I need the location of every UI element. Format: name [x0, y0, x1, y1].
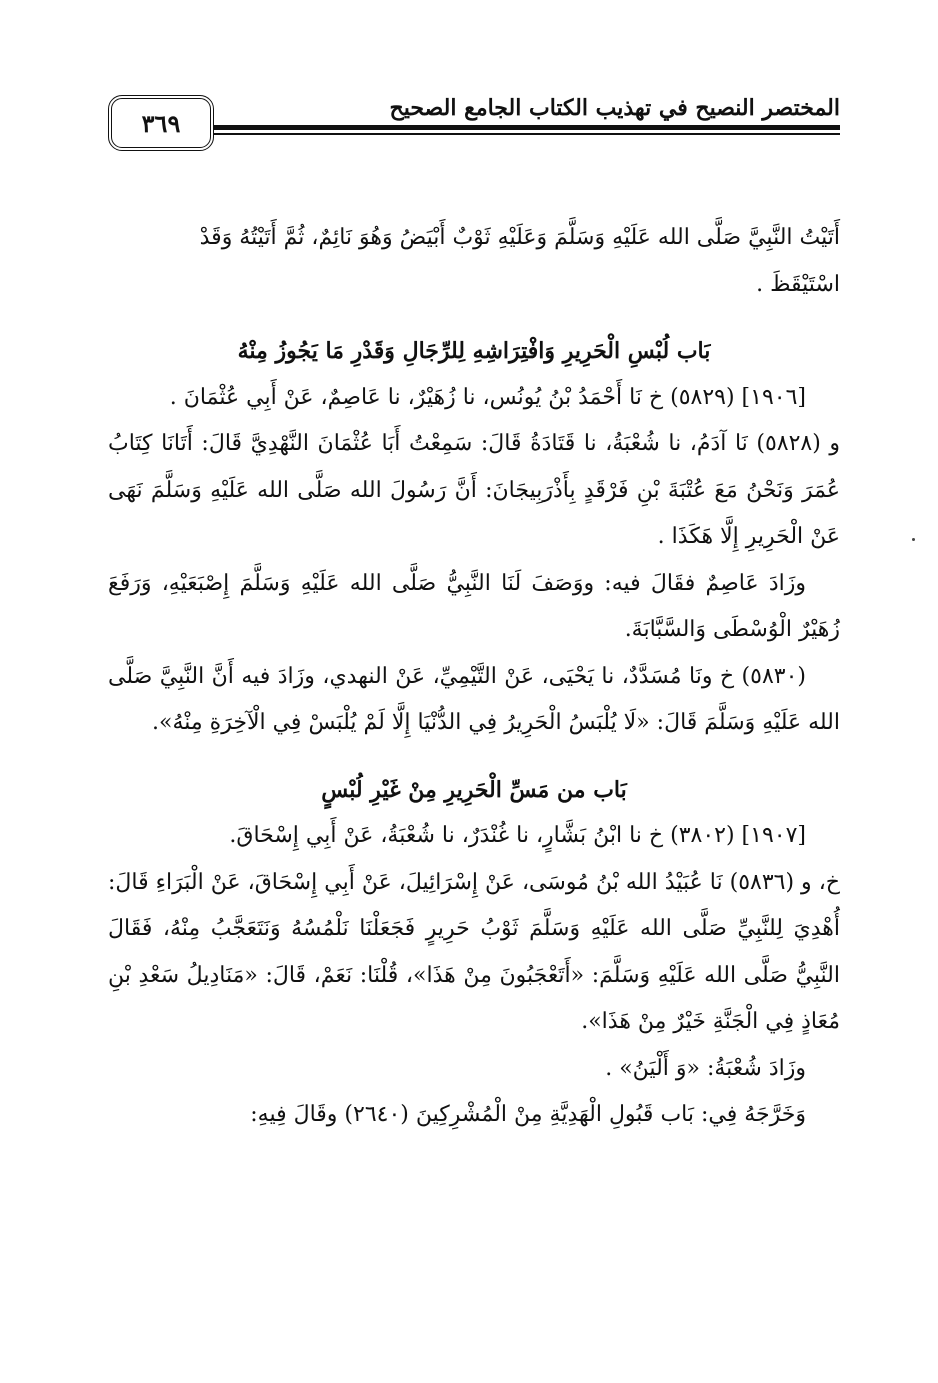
text-line: اسْتَيْقَظَ . — [756, 271, 840, 297]
running-title: المختصر النصيح في تهذيب الكتاب الجامع الصحيح — [389, 95, 840, 121]
hadith-paragraph: وَخَرَّجَهُ فِي: بَاب قَبُولِ الْهَدِيَّةِ مِنْ الْمُشْرِكِينَ (٢٦٤٠) وقَالَ فِيهِ: — [250, 1102, 806, 1127]
chapter-heading: بَاب لُبْسِ الْحَرِيرِ وَافْتِرَاشِهِ لِلرِّجَالِ وَقَدْرِ مَا يَجُوزُ مِنْهُ — [237, 338, 711, 364]
hadith-paragraph: [١٩٠٦] (٥٨٢٩) خ نَا أَحْمَدُ بْنُ يُونُس، نا زُهَيْرٌ، نا عَاصِمٌ، عَنْ أَبِي عُثْمَانَ . — [169, 384, 806, 410]
page-body — [108, 215, 840, 1139]
margin-dot — [912, 538, 915, 541]
header-rule — [214, 125, 840, 130]
page-header — [108, 95, 840, 155]
hadith-paragraph: خ، و (٥٨٣٦) نَا عُبَيْدُ الله بْنُ مُوسَى، عَنْ إِسْرَائِيلَ، عَنْ أَبِي إِسْحَاقَ، عَنْ الْبَرَاءِ قَالَ: أُهْدِيَ لِلنَّبِيِّ صَلَّى الله عَلَيْهِ وَسَلَّمَ ثَوْبُ حَرِيرٍ فَجَعَلْنَا نَلْمُسُهُ وَنَتَعَجَّبُ مِنْهُ، فَقَالَ النَّبِيُّ صَلَّى الله عَلَيْهِ وَسَلَّمَ: «أَتَعْجَبُونَ مِنْ هَذَا»، قُلْنَا: نَعَمْ، قَالَ: «مَنَادِيلُ سَعْدِ بْنِ مُعَاذٍ فِي الْجَنَّةِ خَيْرٌ مِنْ هَذَا». — [108, 869, 840, 1034]
chapter-heading: بَاب من مَسِّ الْحَرِيرِ مِنْ غَيْرِ لُبْسٍ — [321, 776, 627, 803]
hadith-paragraph: [١٩٠٧] (٣٨٠٢) خ نا ابْنُ بَشَّارٍ، نا غُنْدَرٌ، نا شُعْبَةُ، عَنْ أَبِي إِسْحَاقَ. — [229, 823, 806, 848]
hadith-paragraph: وزَادَ شُعْبَةُ: «وَ أَلْيَنُ» . — [605, 1055, 806, 1081]
text-line: أَتَيْتُ النَّبِيَّ صَلَّى الله عَلَيْهِ وَسَلَّمَ وَعَلَيْهِ ثَوْبٌ أَبْيَضُ وَهُوَ نَائِمٌ، ثُمَّ أَتَيْتُهُ وَقَدْ — [199, 225, 840, 250]
page-number: ٣٦٩ — [108, 95, 214, 151]
hadith-paragraph: (٥٨٣٠) خ ونَا مُسَدَّدٌ، نا يَحْيَى، عَنْ التَّيْمِيِّ، عَنْ النهدي، وزَادَ فيه أَنَّ النَّبِيَّ صَلَّى الله عَلَيْهِ وَسَلَّمَ قَالَ: «لَا يُلْبَسُ الْحَرِيرُ فِي الدُّنْيَا إِلَّا لَمْ يُلْبَسْ فِي الْآخِرَةِ مِنْهُ». — [108, 663, 840, 735]
header-rule-secondary — [214, 133, 840, 135]
hadith-paragraph: وزَادَ عَاصِمٌ فقَالَ فيه: ووَصَفَ لَنَا النَّبِيُّ صَلَّى الله عَلَيْهِ وَسَلَّمَ إِصْبَعَيْهِ، وَرَفَعَ زُهَيْرٌ الْوُسْطَى وَالسَّبَّابَةَ. — [108, 570, 840, 642]
hadith-paragraph: و (٥٨٢٨) نَا آدَمُ، نا شُعْبَةُ، نا قَتَادَةُ قَالَ: سَمِعْتُ أَبَا عُثْمَانَ النَّهْدِيَّ قَالَ: أَتَانَا كِتَابُ عُمَرَ وَنَحْنُ مَعَ عُتْبَةَ بْنِ فَرْقَدٍ بِأَذْرَبِيجَانَ: أَنَّ رَسُولَ الله صَلَّى الله عَلَيْهِ وَسَلَّمَ نَهَى عَنْ الْحَرِيرِ إِلَّا هَكَذَا . — [108, 431, 840, 549]
